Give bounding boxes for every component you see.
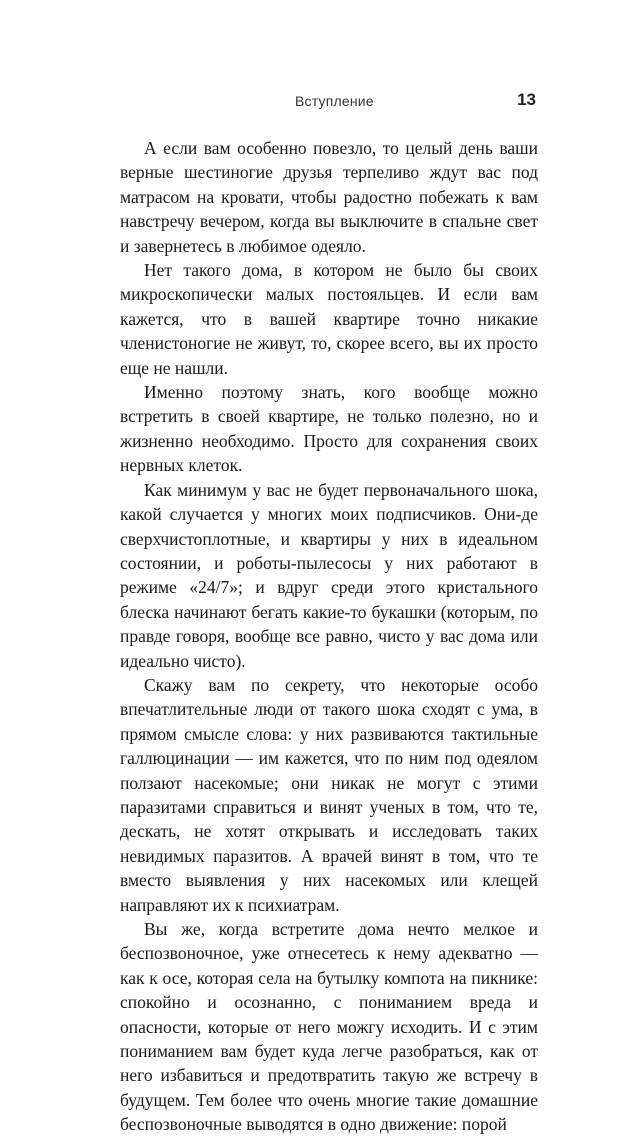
paragraph-2: Нет такого дома, в котором не было бы своих микроскопически малых постояльцев. И если вам кажется, что в вашей квартире точно никакие членистоногие не живут, то, скорее всего, вы их просто еще не нашли. xyxy=(120,260,538,378)
paragraph-3: Именно поэтому знать, кого вообще можно встретить в своей квартире, не только полезно, но и жизненно необходимо. Просто для сохранения своих нервных клеток. xyxy=(120,382,538,476)
paragraph-4: Как минимум у вас не будет первоначального шока, какой случается у многих моих подписчиков. Они-де сверхчистоплотные, и квартиры у них в идеальном состоянии, и роботы-пылесосы у них работают в режиме «24/7»; и вдруг среди этого кристального блеска начинают бегать какие-то букашки (которым, по правде говоря, вообще все равно, чисто у вас дома или идеально чисто). xyxy=(120,479,538,671)
paragraph-6: Вы же, когда встретите дома нечто мелкое и беспозвоночное, уже отнесетесь к нему адекватно — как к осе, которая села на бутылку компота на пикнике: спокойно и осознанно, с пониманием вреда и опасности, которые от него можгу исходить. И с этим пониманием вам будет куда легче разобраться, как от него избавиться и предотвратить такую же встречу в будущем. Тем более что очень многие такие домашние беспозвоночные выводятся в одно движение: порой xyxy=(120,919,538,1135)
paragraph-1: А если вам особенно повезло, то целый день ваши верные шестиногие друзья терпеливо ждут вас под матрасом на кровати, чтобы радостно побежать к вам навстречу вечером, когда вы выключите в спальне свет и завернетесь в любимое одеяло. xyxy=(120,138,538,256)
paragraph-5: Скажу вам по секрету, что некоторые особо впечатлительные люди от такого шока сходят с ума, в прямом смысле слова: у них развиваются тактильные галлюцинации — им кажется, что по ним под одеялом ползают насекомые; они никак не могут с этими паразитами справиться и винят ученых в том, что те, дескать, не хотят открывать и исследовать таких невидимых паразитов. А врачей винят в том, что те вместо выявления у них насекомых или клещей направляют их к психиатрам. xyxy=(120,674,538,915)
page-header xyxy=(120,90,536,114)
body-text xyxy=(120,136,538,1137)
page-number: 13 xyxy=(517,90,536,109)
running-title: Вступление xyxy=(295,93,374,109)
